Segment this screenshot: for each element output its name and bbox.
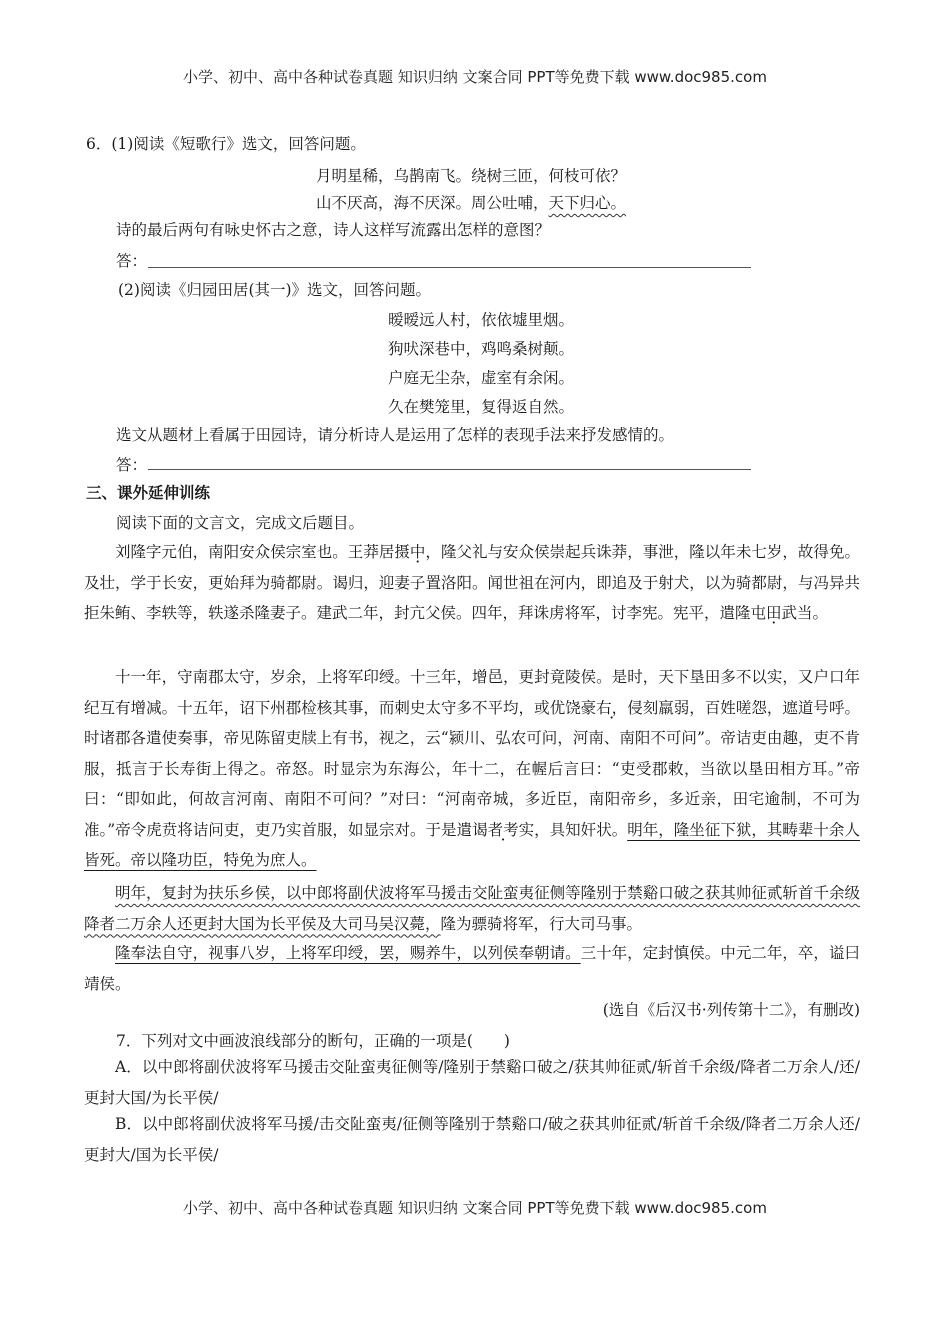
poem2-line2: 狗吠深巷中，鸡鸣桑树颠。 bbox=[388, 340, 575, 358]
q6-part1-title: 6．(1)阅读《短歌行》选文，回答问题。 bbox=[86, 135, 366, 153]
p2-text-a: 十一年，守南郡太守，岁余，上将军印绶。十三年，增邑，更封竟陵侯。是时，天下垦田多不以实，又户口年纪互有增减。十五年，诏下州郡检核其事，而刺史太守多不平均，或优饶 bbox=[84, 668, 860, 717]
p1-text-b: 中，隆父礼与安众侯崇起兵诛莽，事泄，隆以年未七岁，故得免。及壮，学于长安，更始拜为骑都尉。谒归，迎妻子置洛阳。闻世祖在河内，即追及于射犬，以为骑都尉，与冯异共拒朱鲔、李轶等，轶遂杀隆妻子。建武二年，封亢父侯。四年，拜诛虏将军，讨李宪。宪平，遣隆 bbox=[84, 543, 860, 622]
p2-text-b: ，侵刻羸弱，百姓嗟怨，遮道号呼。时诸郡各遣使奏事，帝见陈留吏牍上有书，视之，云“颍川、弘农可问，河南、南阳不可问”。帝诘吏由趣，吏不肯服，抵言于长寿街上得之。帝怒。时显宗为东海公，年十二，在幄后言曰：“吏受郡敕，当欲以垦田相方耳。”帝曰：“即如此，何故言河南、南阳不可问？”对曰：“河南帝城，多近臣，南阳帝乡，多近亲，田宅逾制，不可为准。”帝令虎贲将诘问吏，吏乃实首服，如显宗对。于是遣 bbox=[84, 698, 860, 839]
p3-wavy-underlined-text: 明年，复封为扶乐乡侯，以中郎将副伏波将军马援击交阯蛮夷征侧等隆别于禁谿口破之获其帅征贰斩首千余级降者二万余人还更封大国为长平侯及大司马吴汉薨， bbox=[84, 884, 860, 933]
p1-dotted-word-2: 屯 bbox=[750, 604, 767, 622]
passage-paragraph-2 bbox=[84, 662, 860, 876]
page-footer: 小学、初中、高中各种试卷真题 知识归纳 文案合同 PPT等免费下载 www.doc985.com bbox=[183, 1199, 767, 1217]
p4-text-rest: 三十年，定封慎侯。中元二年，卒，谥曰靖侯。 bbox=[84, 944, 860, 993]
poem2-line4: 久在樊笼里，复得返自然。 bbox=[388, 398, 575, 416]
passage-paragraph-1 bbox=[84, 537, 860, 629]
section3-title: 三、课外延伸训练 bbox=[86, 484, 211, 502]
poem1-line2-text: 山不厌高，海不厌深。周公吐哺， bbox=[316, 194, 549, 212]
q6-part2-question: 选文从题材上看属于田园诗，请分析诗人是运用了怎样的表现手法来抒发感情的。 bbox=[116, 426, 675, 444]
p4-underlined-sentence: 隆奉法自守，视事八岁，上将军印绶，罢，赐养牛，以列侯奉朝请。 bbox=[115, 944, 581, 962]
passage-paragraph-4 bbox=[84, 938, 860, 999]
passage-paragraph-3 bbox=[84, 878, 860, 939]
poem1-wave-text: 天下归心。 bbox=[548, 194, 627, 212]
answer-label-2: 答： bbox=[116, 456, 148, 474]
q7-option-a[interactable]: A．以中郎将副伏波将军马援击交阯蛮夷征侧等/隆别于禁谿口破之/获其帅征贰/斩首千余级/降者二万余人/还/更封大国/为长平侯/ bbox=[84, 1058, 860, 1107]
poem1-line1: 月明星稀，乌鹊南飞。绕树三匝，何枝可依？ bbox=[316, 167, 627, 185]
poem1-line2 bbox=[316, 191, 626, 213]
answer-line-1[interactable] bbox=[148, 267, 751, 268]
q7-option-b[interactable]: B．以中郎将副伏波将军马援/击交阯蛮夷/征侧等隆别于禁谿口/破之获其帅征贰/斩首千余级/降者二万余人还/更封大/国为长平侯/ bbox=[84, 1115, 860, 1164]
p3-text-rest: 隆为骠骑将军，行大司马事。 bbox=[440, 914, 643, 933]
p2-dotted-word-1: 豪右 bbox=[580, 698, 612, 717]
answer-label-1: 答： bbox=[116, 252, 148, 270]
p1-dotted-word-1: 摄 bbox=[394, 543, 410, 561]
q6-part2-title: (2)阅读《归园田居(其一)》选文，回答问题。 bbox=[118, 281, 432, 299]
poem2-line1: 暧暧远人村，依依墟里烟。 bbox=[388, 311, 575, 329]
p1-text-c: 田武当。 bbox=[766, 604, 829, 622]
poem2-line3: 户庭无尘杂，虚室有余闲。 bbox=[388, 369, 575, 387]
section3-intro: 阅读下面的文言文，完成文后题目。 bbox=[116, 514, 365, 532]
p2-dotted-word-2: 谒者 bbox=[472, 820, 504, 839]
p2-text-c: 考实，具知奸状。 bbox=[503, 820, 628, 839]
p1-text-a: 刘隆字元伯，南阳安众侯宗室也。王莽居 bbox=[115, 543, 395, 561]
answer-line-2[interactable] bbox=[148, 469, 751, 470]
passage-source: (选自《后汉书·列传第十二》，有删改) bbox=[602, 1001, 860, 1019]
p2-underlined-sentence: 明年，隆坐征下狱，其畴辈十余人皆死。帝以隆功臣，特免为庶人。 bbox=[84, 820, 860, 869]
q6-part1-question: 诗的最后两句有咏史怀古之意，诗人这样写流露出怎样的意图？ bbox=[116, 221, 551, 239]
q7-stem: 7．下列对文中画波浪线部分的断句，正确的一项是( ) bbox=[116, 1032, 510, 1050]
page-header: 小学、初中、高中各种试卷真题 知识归纳 文案合同 PPT等免费下载 www.doc985.com bbox=[183, 68, 767, 86]
